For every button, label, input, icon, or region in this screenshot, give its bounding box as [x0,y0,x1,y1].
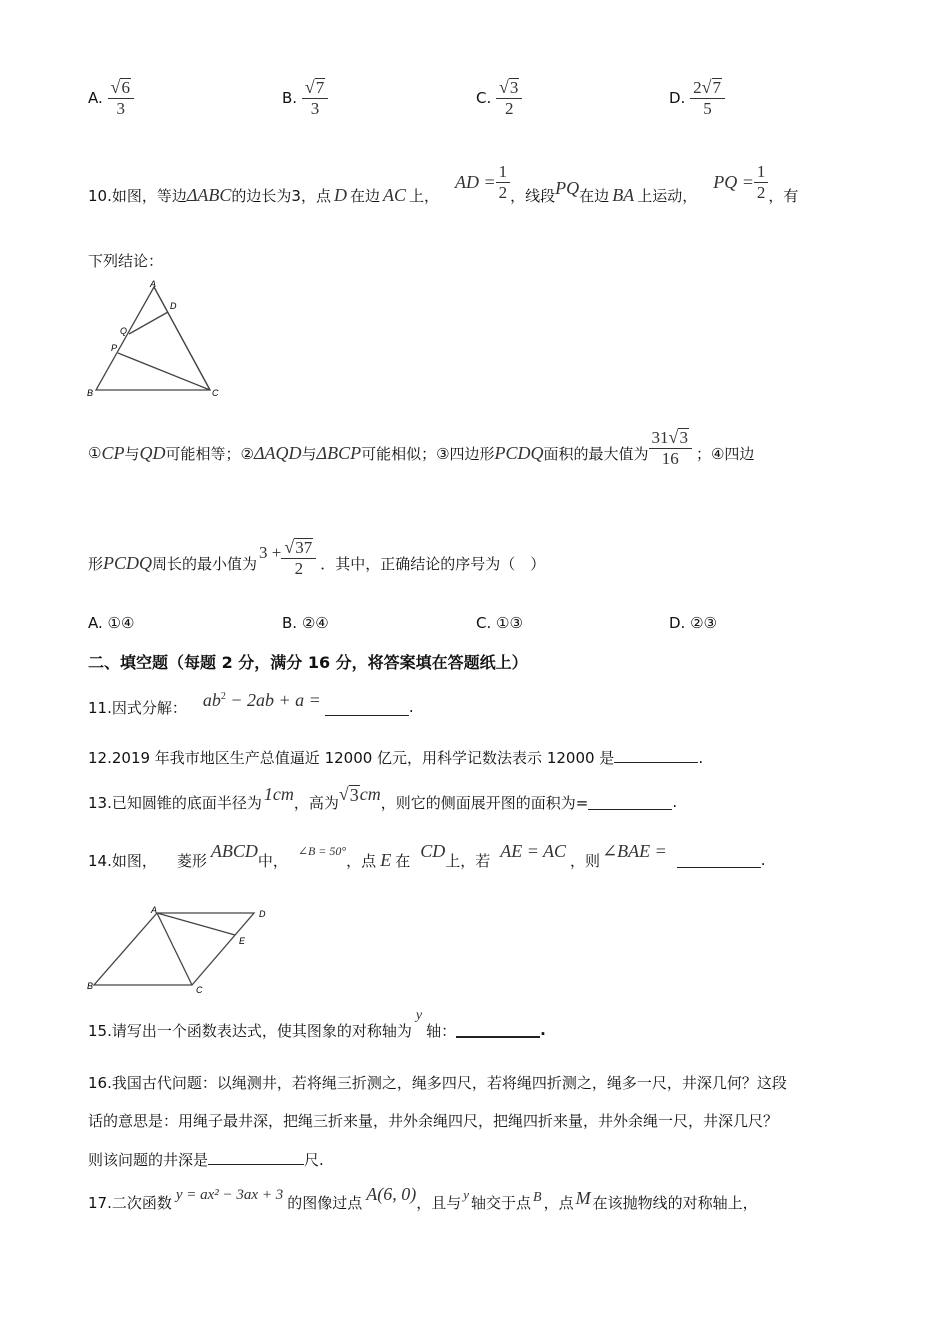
q13: 13.已知圆锥的底面半径为 1cm ，高为 √ 3 cm ，则它的侧面展开图的面积为= . [88,783,678,812]
q9-b-fraction: √ 7 3 [302,78,328,118]
q9-option-c: C. √ 3 2 [476,78,522,118]
q10-line2: 下列结论： [88,252,164,270]
q10-option-c: C. ①③ [476,614,523,632]
label-q: Q [120,326,128,336]
label-e: E [239,936,246,946]
label-b: B [87,388,94,398]
segment-ac [157,913,192,985]
label-d: D [170,301,177,311]
q12-answer-blank[interactable] [614,748,698,763]
label-a: A [150,279,157,289]
q11: 11.因式分解： $ab^2 - 2ab + a$ = . [88,689,414,717]
q10-option-b: B. ②④ [282,614,329,632]
q17: 17.二次函数 y = ax² − 3ax + 3 的图像过点 A(6, 0) ，且与 y 轴交于点 B ，点 M 在该抛物线的对称轴上， [88,1183,758,1212]
section-2-heading: 二、填空题（每题 2 分，满分 16 分，将答案填在答题纸上） [88,653,528,672]
q10-conclusions-line: ① CP 与 QD 可能相等；② ΔAQD 与 ΔBCP 可能相似；③四边形 PCDQ 面积的最大值为 31 √ 3 16 ；④四边 [88,426,755,468]
q10-pq-fraction: $\frac{1}{2}$ [754,162,769,202]
q10-perimeter-line: 形 PCDQ 周长的最小值为 3 + √ 37 2 ．其中，正确结论的序号为（ ） [88,536,546,578]
q16-line2: 话的意思是：用绳子最井深，把绳三折来量，井外余绳四尺，把绳四折来量，井外余绳一尺，井深几尺？ [88,1112,779,1130]
q16-answer-blank[interactable] [208,1150,304,1165]
label-d: D [259,909,266,919]
q15-answer-blank[interactable] [456,1022,540,1038]
q10-option-d: D. ②③ [669,614,717,632]
q9-d-fraction: 2 √ 7 5 [690,78,725,118]
q9-option-a: A. √ 6 3 [88,78,134,118]
label-c: C [212,388,219,398]
q14-answer-blank[interactable] [677,853,761,868]
q16-line3: 则该问题的井深是 尺. [88,1151,324,1169]
q9-a-fraction: √ 6 3 [108,78,134,118]
q11-answer-blank[interactable] [325,699,409,716]
q12: 12.2019 年我市地区生产总值逼近 12000 亿元，用科学记数法表示 12000 是 . [88,749,704,767]
segment-pc [118,353,210,390]
q16-line1: 16.我国古代问题：以绳测井，若将绳三折测之，绳多四尺，若将绳四折测之，绳多一尺，井深几何？这段 [88,1074,787,1092]
q10-ad-fraction: $\frac{1}{2}$ [496,162,511,202]
label-a: A [151,905,158,915]
label-b: B [87,981,94,991]
q9-option-d: D. 2 √ 7 5 [669,78,725,118]
q10-line1: 10.如图，等边 ΔABC 的边长为3，点 D 在边 AC 上， AD = $\frac{1}{2}$ ，线段 PQ 在边 BA 上运动， PQ = $\frac{1}{2}$ ，有 [88,161,799,205]
q14-rhombus-figure [84,903,279,996]
label-p: P [111,343,118,353]
segment-qd [129,312,168,334]
q9-option-b: B. √ 7 3 [282,78,328,118]
q15: 15.请写出一个函数表达式，使其图象的对称轴为 y 轴： . [88,1008,546,1040]
q10-min-perimeter-fraction: √ 37 2 [281,538,316,578]
q9-c-fraction: √ 3 2 [496,78,522,118]
segment-ae [157,913,235,935]
q10-triangle-figure [84,278,234,400]
q10-option-a: A. ①④ [88,614,135,632]
triangle-abc [96,287,210,390]
q14: 14.如图， 菱形 ABCD 中， ∠B = 50° ，点 E 在 CD 上，若 AE = AC ，则 ∠BAE = . [88,840,766,870]
q10-max-area-fraction: 31 √ 3 16 [649,428,692,468]
q13-answer-blank[interactable] [588,795,672,810]
label-c: C [196,985,203,995]
